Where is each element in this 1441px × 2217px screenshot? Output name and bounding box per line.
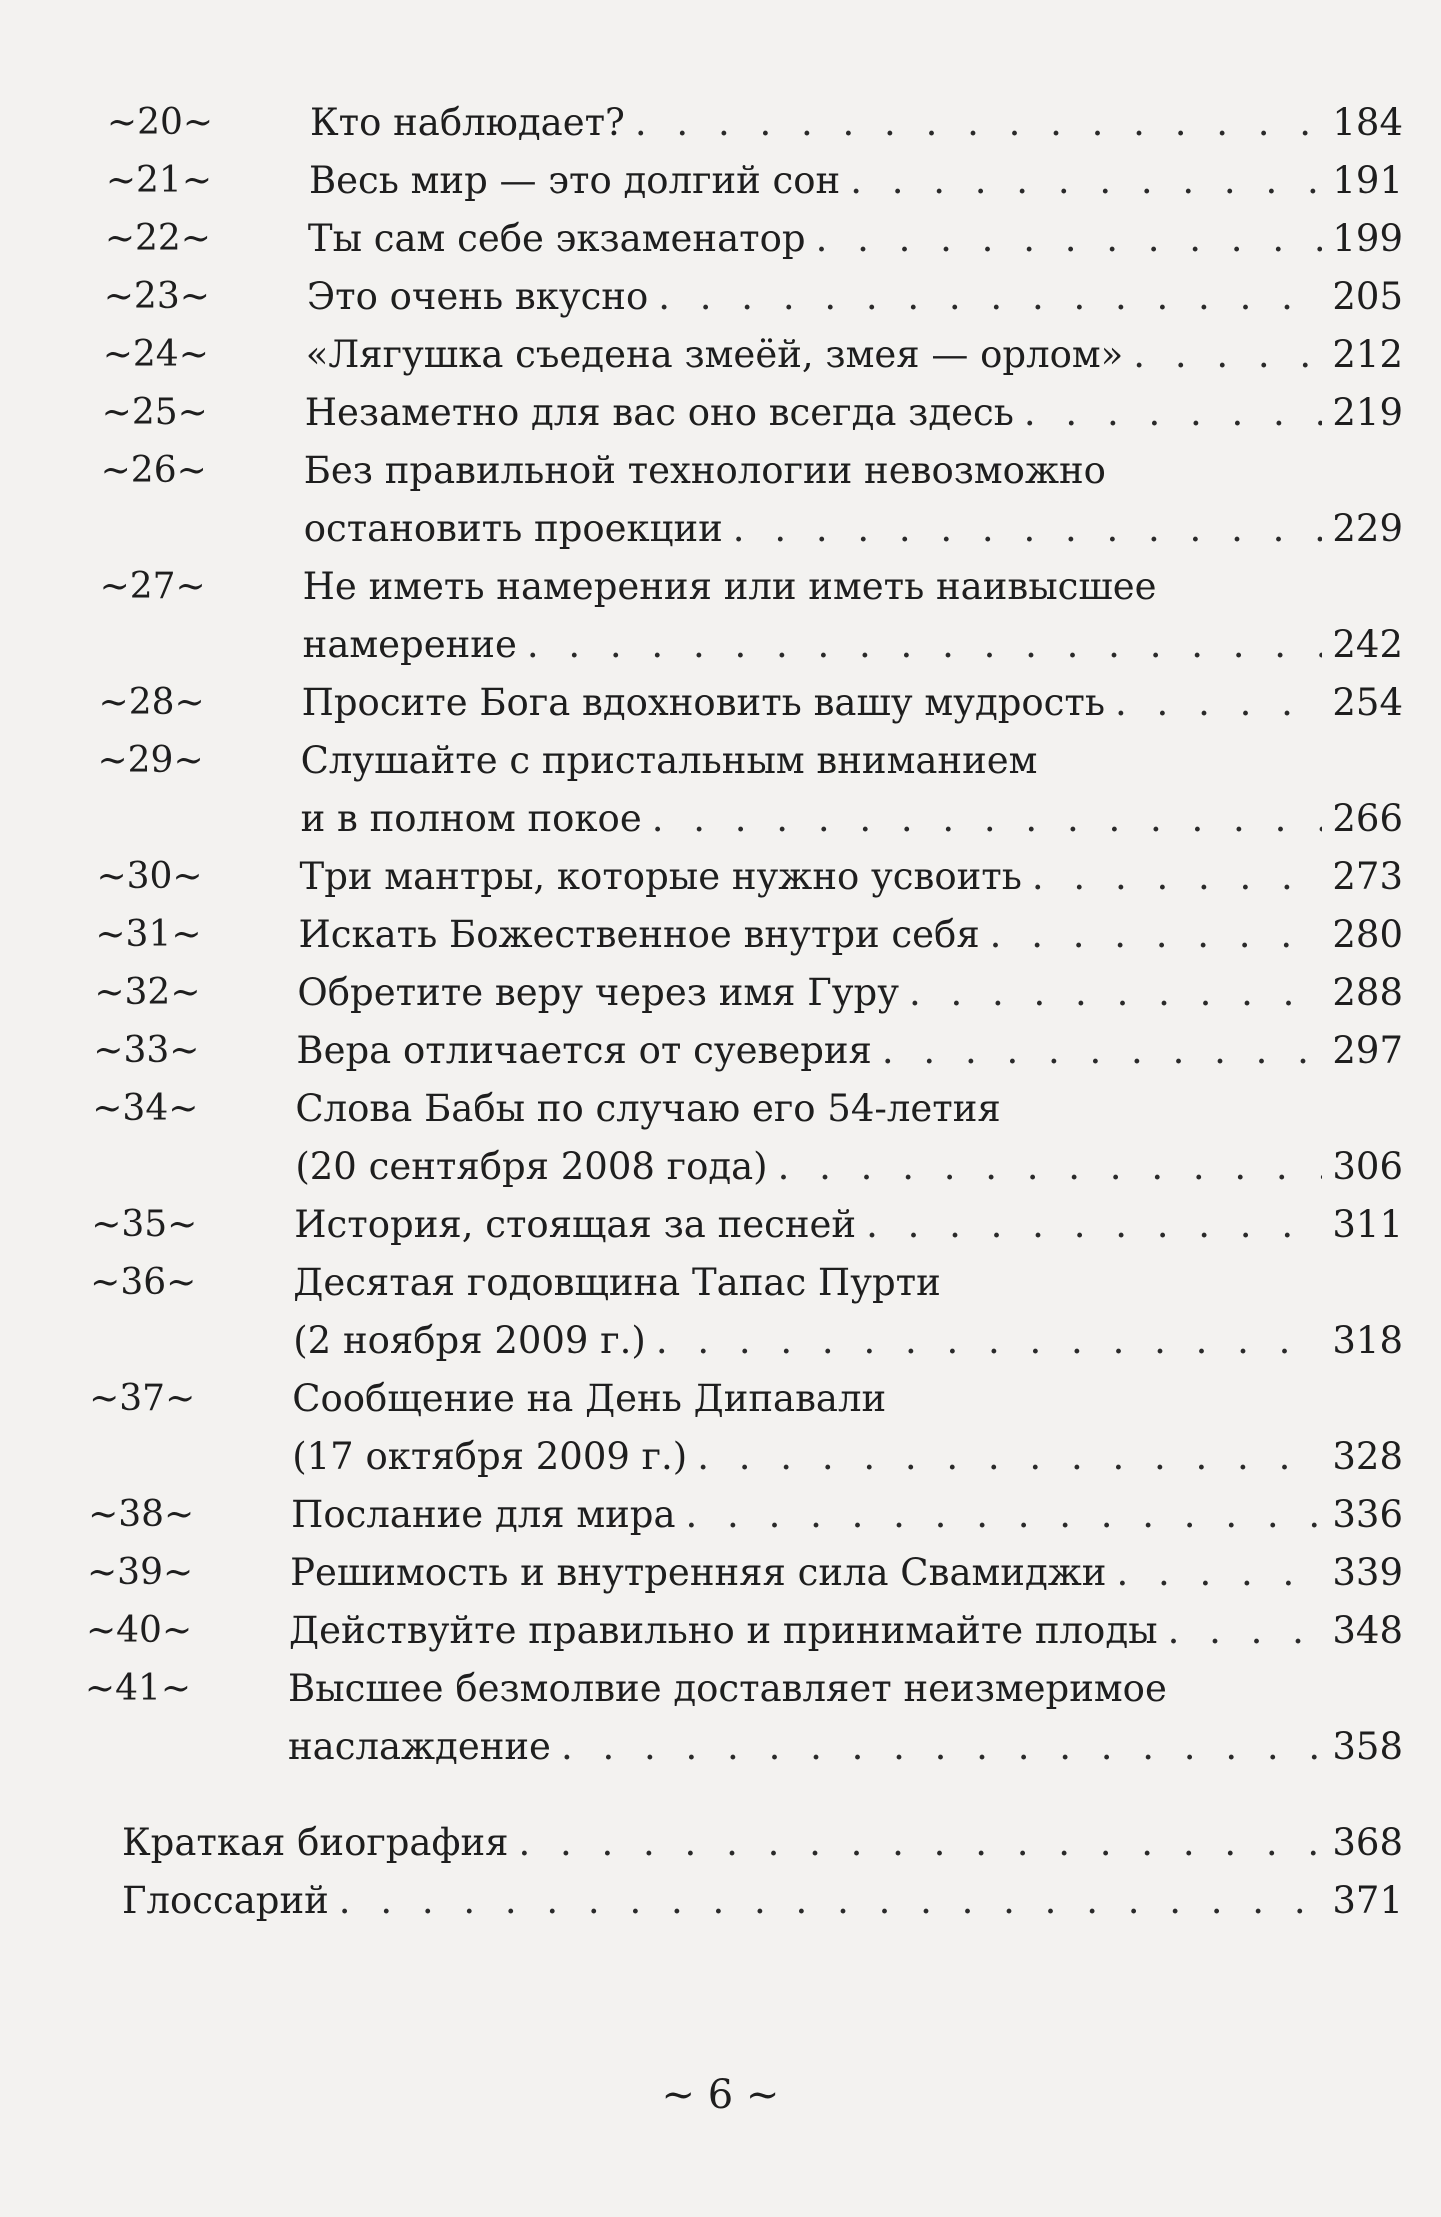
page-ref: 184 bbox=[1332, 101, 1403, 144]
chapter-number: ~26~ bbox=[100, 450, 207, 491]
chapter-title: Это очень вкусно bbox=[306, 275, 649, 318]
chapter-title-block bbox=[296, 1023, 1403, 1079]
chapter-title-line bbox=[288, 1661, 1403, 1717]
chapter-title-block bbox=[290, 1545, 1403, 1601]
chapter-title-block bbox=[310, 95, 1403, 151]
dot-leader bbox=[1168, 1603, 1323, 1659]
page-number: ~ 6 ~ bbox=[661, 2072, 780, 2118]
chapter-title: Незаметно для вас оно всегда здесь bbox=[304, 391, 1014, 434]
page-ref: 336 bbox=[1332, 1493, 1403, 1536]
chapter-title: Действуйте правильно и принимайте плоды bbox=[289, 1609, 1158, 1652]
dot-leader bbox=[1116, 1545, 1322, 1601]
toc-entry bbox=[0, 1255, 1441, 1371]
dot-leader bbox=[866, 1197, 1322, 1253]
toc-entry bbox=[0, 443, 1441, 559]
chapter-title-block bbox=[300, 849, 1403, 905]
chapter-title: Слушайте с пристальным вниманием bbox=[300, 739, 1038, 782]
extra-title-block bbox=[122, 1815, 1403, 1871]
chapter-title-line bbox=[303, 617, 1403, 673]
dot-leader bbox=[1024, 385, 1322, 441]
dot-leader bbox=[518, 1815, 1322, 1871]
chapter-title: Обретите веру через имя Гуру bbox=[297, 971, 899, 1014]
page-ref: 273 bbox=[1332, 855, 1403, 898]
page-ref: 229 bbox=[1332, 507, 1403, 550]
toc-entry bbox=[0, 211, 1441, 269]
chapter-number: ~21~ bbox=[105, 160, 212, 201]
chapter-title-line bbox=[292, 1429, 1403, 1485]
chapter-title-line bbox=[300, 849, 1403, 905]
chapter-title: Сообщение на День Дипавали bbox=[292, 1377, 887, 1420]
toc-entry bbox=[0, 965, 1441, 1023]
toc-extra-entry bbox=[0, 1873, 1441, 1931]
dot-leader bbox=[697, 1429, 1322, 1485]
page-ref: 311 bbox=[1332, 1203, 1403, 1246]
chapter-number: ~41~ bbox=[84, 1668, 192, 1709]
chapter-title-block bbox=[307, 269, 1403, 325]
chapter-title: Вера отличается от суеверия bbox=[296, 1029, 872, 1072]
chapter-title-block bbox=[303, 559, 1403, 673]
chapter-title: История, стоящая за песней bbox=[294, 1203, 857, 1246]
toc-entry bbox=[0, 1487, 1441, 1545]
chapter-title: Весь мир — это долгий сон bbox=[308, 159, 841, 202]
toc-entry bbox=[0, 327, 1441, 385]
page-ref: 205 bbox=[1332, 275, 1403, 318]
dot-leader bbox=[1115, 675, 1322, 731]
chapter-number: ~30~ bbox=[96, 856, 203, 897]
chapter-title-block bbox=[308, 211, 1403, 267]
chapter-number: ~37~ bbox=[89, 1378, 196, 1419]
toc-entry bbox=[0, 733, 1441, 849]
page-ref: 318 bbox=[1332, 1319, 1403, 1362]
chapter-number: ~34~ bbox=[92, 1088, 199, 1129]
toc-entry bbox=[0, 1023, 1441, 1081]
chapter-title-line bbox=[294, 1197, 1403, 1253]
toc-entry bbox=[0, 907, 1441, 965]
chapter-title: (17 октября 2009 г.) bbox=[292, 1435, 688, 1478]
toc-entry bbox=[0, 1197, 1441, 1255]
chapter-number: ~24~ bbox=[102, 334, 209, 375]
extra-title-block bbox=[122, 1873, 1403, 1929]
chapter-title-line bbox=[305, 385, 1403, 441]
chapter-title: Слова Бабы по случаю его 54-летия bbox=[295, 1087, 1001, 1130]
chapter-title-block bbox=[301, 733, 1403, 847]
chapter-title-line bbox=[296, 1023, 1403, 1079]
chapter-title-line bbox=[291, 1487, 1403, 1543]
chapter-number: ~33~ bbox=[93, 1030, 200, 1071]
chapter-number: ~20~ bbox=[106, 102, 214, 143]
dot-leader bbox=[527, 617, 1323, 673]
toc-entry bbox=[0, 849, 1441, 907]
chapter-title-line bbox=[293, 1255, 1403, 1311]
chapter-number: ~29~ bbox=[97, 740, 204, 781]
chapter-title-line bbox=[308, 211, 1403, 267]
chapter-title: Кто наблюдает? bbox=[310, 101, 625, 144]
dot-leader bbox=[850, 153, 1322, 209]
chapter-title: Послание для мира bbox=[291, 1493, 676, 1536]
chapter-title-line bbox=[288, 1719, 1403, 1775]
chapter-title-line bbox=[297, 965, 1403, 1021]
chapter-title-block bbox=[305, 385, 1403, 441]
page-ref: 306 bbox=[1332, 1145, 1403, 1188]
page-ref: 339 bbox=[1332, 1551, 1403, 1594]
chapter-title-line bbox=[290, 1545, 1403, 1601]
chapter-number: ~38~ bbox=[88, 1494, 195, 1535]
page-ref: 191 bbox=[1332, 159, 1403, 202]
toc-extra-entry bbox=[0, 1815, 1441, 1873]
page-ref: 371 bbox=[1332, 1879, 1403, 1922]
chapter-title: Просите Бога вдохновить вашу мудрость bbox=[301, 681, 1106, 724]
chapter-title-block bbox=[309, 153, 1403, 209]
chapter-title: и в полном покое bbox=[300, 797, 642, 840]
chapter-title-line bbox=[289, 1603, 1403, 1659]
dot-leader bbox=[990, 907, 1323, 963]
dot-leader bbox=[733, 501, 1323, 557]
toc-entry bbox=[0, 1081, 1441, 1197]
page-ref: 212 bbox=[1332, 333, 1403, 376]
toc-entry bbox=[0, 1545, 1441, 1603]
page-ref: 254 bbox=[1332, 681, 1403, 724]
chapter-title: Без правильной технологии невозможно bbox=[303, 449, 1106, 492]
page-ref: 242 bbox=[1332, 623, 1403, 666]
page-ref: 280 bbox=[1332, 913, 1403, 956]
dot-leader bbox=[635, 95, 1322, 151]
chapter-title-line bbox=[303, 559, 1403, 615]
chapter-title: Ты сам себе экзаменатор bbox=[307, 217, 806, 260]
dot-leader bbox=[1032, 849, 1322, 905]
chapter-number: ~23~ bbox=[103, 276, 210, 317]
toc-entry bbox=[0, 95, 1441, 153]
dot-leader bbox=[652, 791, 1323, 847]
chapter-title-block bbox=[306, 327, 1403, 383]
chapter-title-line bbox=[301, 733, 1403, 789]
extra-title-line bbox=[122, 1815, 1403, 1871]
chapter-title: Десятая годовщина Тапас Пурти bbox=[293, 1261, 941, 1304]
dot-leader bbox=[1133, 327, 1322, 383]
toc-entry bbox=[0, 1371, 1441, 1487]
chapter-number: ~25~ bbox=[101, 392, 208, 433]
chapter-number: ~22~ bbox=[104, 218, 211, 259]
dot-leader bbox=[658, 269, 1322, 325]
chapter-number: ~32~ bbox=[94, 972, 201, 1013]
chapter-title-block bbox=[291, 1487, 1403, 1543]
page-ref: 199 bbox=[1332, 217, 1403, 260]
chapter-title-block bbox=[297, 965, 1403, 1021]
dot-leader bbox=[882, 1023, 1322, 1079]
chapter-title: намерение bbox=[302, 623, 517, 666]
dot-leader bbox=[339, 1873, 1323, 1929]
chapter-title: Три мантры, которые нужно усвоить bbox=[299, 855, 1022, 898]
page-ref: 328 bbox=[1332, 1435, 1403, 1478]
dot-leader bbox=[816, 211, 1323, 267]
chapter-number: ~28~ bbox=[98, 682, 205, 723]
chapter-title: Решимость и внутренняя сила Свамиджи bbox=[290, 1551, 1107, 1594]
chapter-title-block bbox=[294, 1197, 1403, 1253]
chapter-title-block bbox=[298, 907, 1403, 963]
extra-title: Глоссарий bbox=[122, 1879, 329, 1922]
chapter-title: Искать Божественное внутри себя bbox=[298, 913, 980, 956]
page-ref: 266 bbox=[1332, 797, 1403, 840]
chapter-title-block bbox=[288, 1661, 1403, 1775]
dot-leader bbox=[656, 1313, 1323, 1369]
chapter-title-line bbox=[309, 153, 1403, 209]
toc-entry bbox=[0, 675, 1441, 733]
chapter-number: ~31~ bbox=[95, 914, 202, 955]
chapter-title-line bbox=[302, 675, 1403, 731]
page-ref: 297 bbox=[1332, 1029, 1403, 1072]
chapter-title-block bbox=[289, 1603, 1403, 1659]
chapter-title-block bbox=[304, 443, 1403, 557]
dot-leader bbox=[909, 965, 1322, 1021]
toc-entry bbox=[0, 269, 1441, 327]
dot-leader bbox=[778, 1139, 1323, 1195]
chapter-title-block bbox=[293, 1255, 1403, 1369]
chapter-number: ~35~ bbox=[91, 1204, 198, 1245]
chapter-title: (2 ноября 2009 г.) bbox=[293, 1319, 646, 1362]
chapter-title-block bbox=[292, 1371, 1403, 1485]
chapter-title-line bbox=[307, 269, 1403, 325]
dot-leader bbox=[686, 1487, 1323, 1543]
page-ref: 288 bbox=[1332, 971, 1403, 1014]
chapter-title-line bbox=[292, 1371, 1403, 1427]
chapter-title-line bbox=[304, 443, 1403, 499]
chapter-number: ~27~ bbox=[99, 566, 206, 607]
page-ref: 348 bbox=[1332, 1609, 1403, 1652]
toc-entry bbox=[0, 559, 1441, 675]
chapter-title: Не иметь намерения или иметь наивысшее bbox=[302, 565, 1157, 608]
chapter-title: наслаждение bbox=[288, 1725, 551, 1768]
chapter-title: «Лягушка съедена змеёй, змея — орлом» bbox=[305, 333, 1124, 376]
chapter-title-line bbox=[304, 501, 1403, 557]
page-ref: 368 bbox=[1332, 1821, 1403, 1864]
toc-entry bbox=[0, 1661, 1441, 1777]
chapter-title-block bbox=[295, 1081, 1403, 1195]
chapter-title-line bbox=[301, 791, 1403, 847]
dot-leader bbox=[561, 1719, 1322, 1775]
extra-title-line bbox=[122, 1873, 1403, 1929]
page-ref: 219 bbox=[1332, 391, 1403, 434]
chapter-title-line bbox=[293, 1313, 1403, 1369]
chapter-number: ~40~ bbox=[85, 1610, 193, 1651]
table-of-contents bbox=[0, 95, 1441, 1931]
page-ref: 358 bbox=[1332, 1725, 1403, 1768]
chapter-number: ~36~ bbox=[90, 1262, 197, 1303]
chapter-title: Высшее безмолвие доставляет неизмеримое bbox=[288, 1667, 1167, 1710]
chapter-title-line bbox=[295, 1081, 1403, 1137]
chapter-title: (20 сентября 2008 года) bbox=[295, 1145, 768, 1188]
chapter-title: остановить проекции bbox=[303, 507, 723, 550]
extra-title: Краткая биография bbox=[122, 1821, 509, 1864]
chapter-title-block bbox=[302, 675, 1403, 731]
chapter-title-line bbox=[306, 327, 1403, 383]
chapter-number: ~39~ bbox=[87, 1552, 194, 1593]
chapter-title-line bbox=[310, 95, 1403, 151]
chapter-title-line bbox=[295, 1139, 1403, 1195]
toc-entry bbox=[0, 153, 1441, 211]
toc-entry bbox=[0, 1603, 1441, 1661]
chapter-title-line bbox=[298, 907, 1403, 963]
toc-entry bbox=[0, 385, 1441, 443]
